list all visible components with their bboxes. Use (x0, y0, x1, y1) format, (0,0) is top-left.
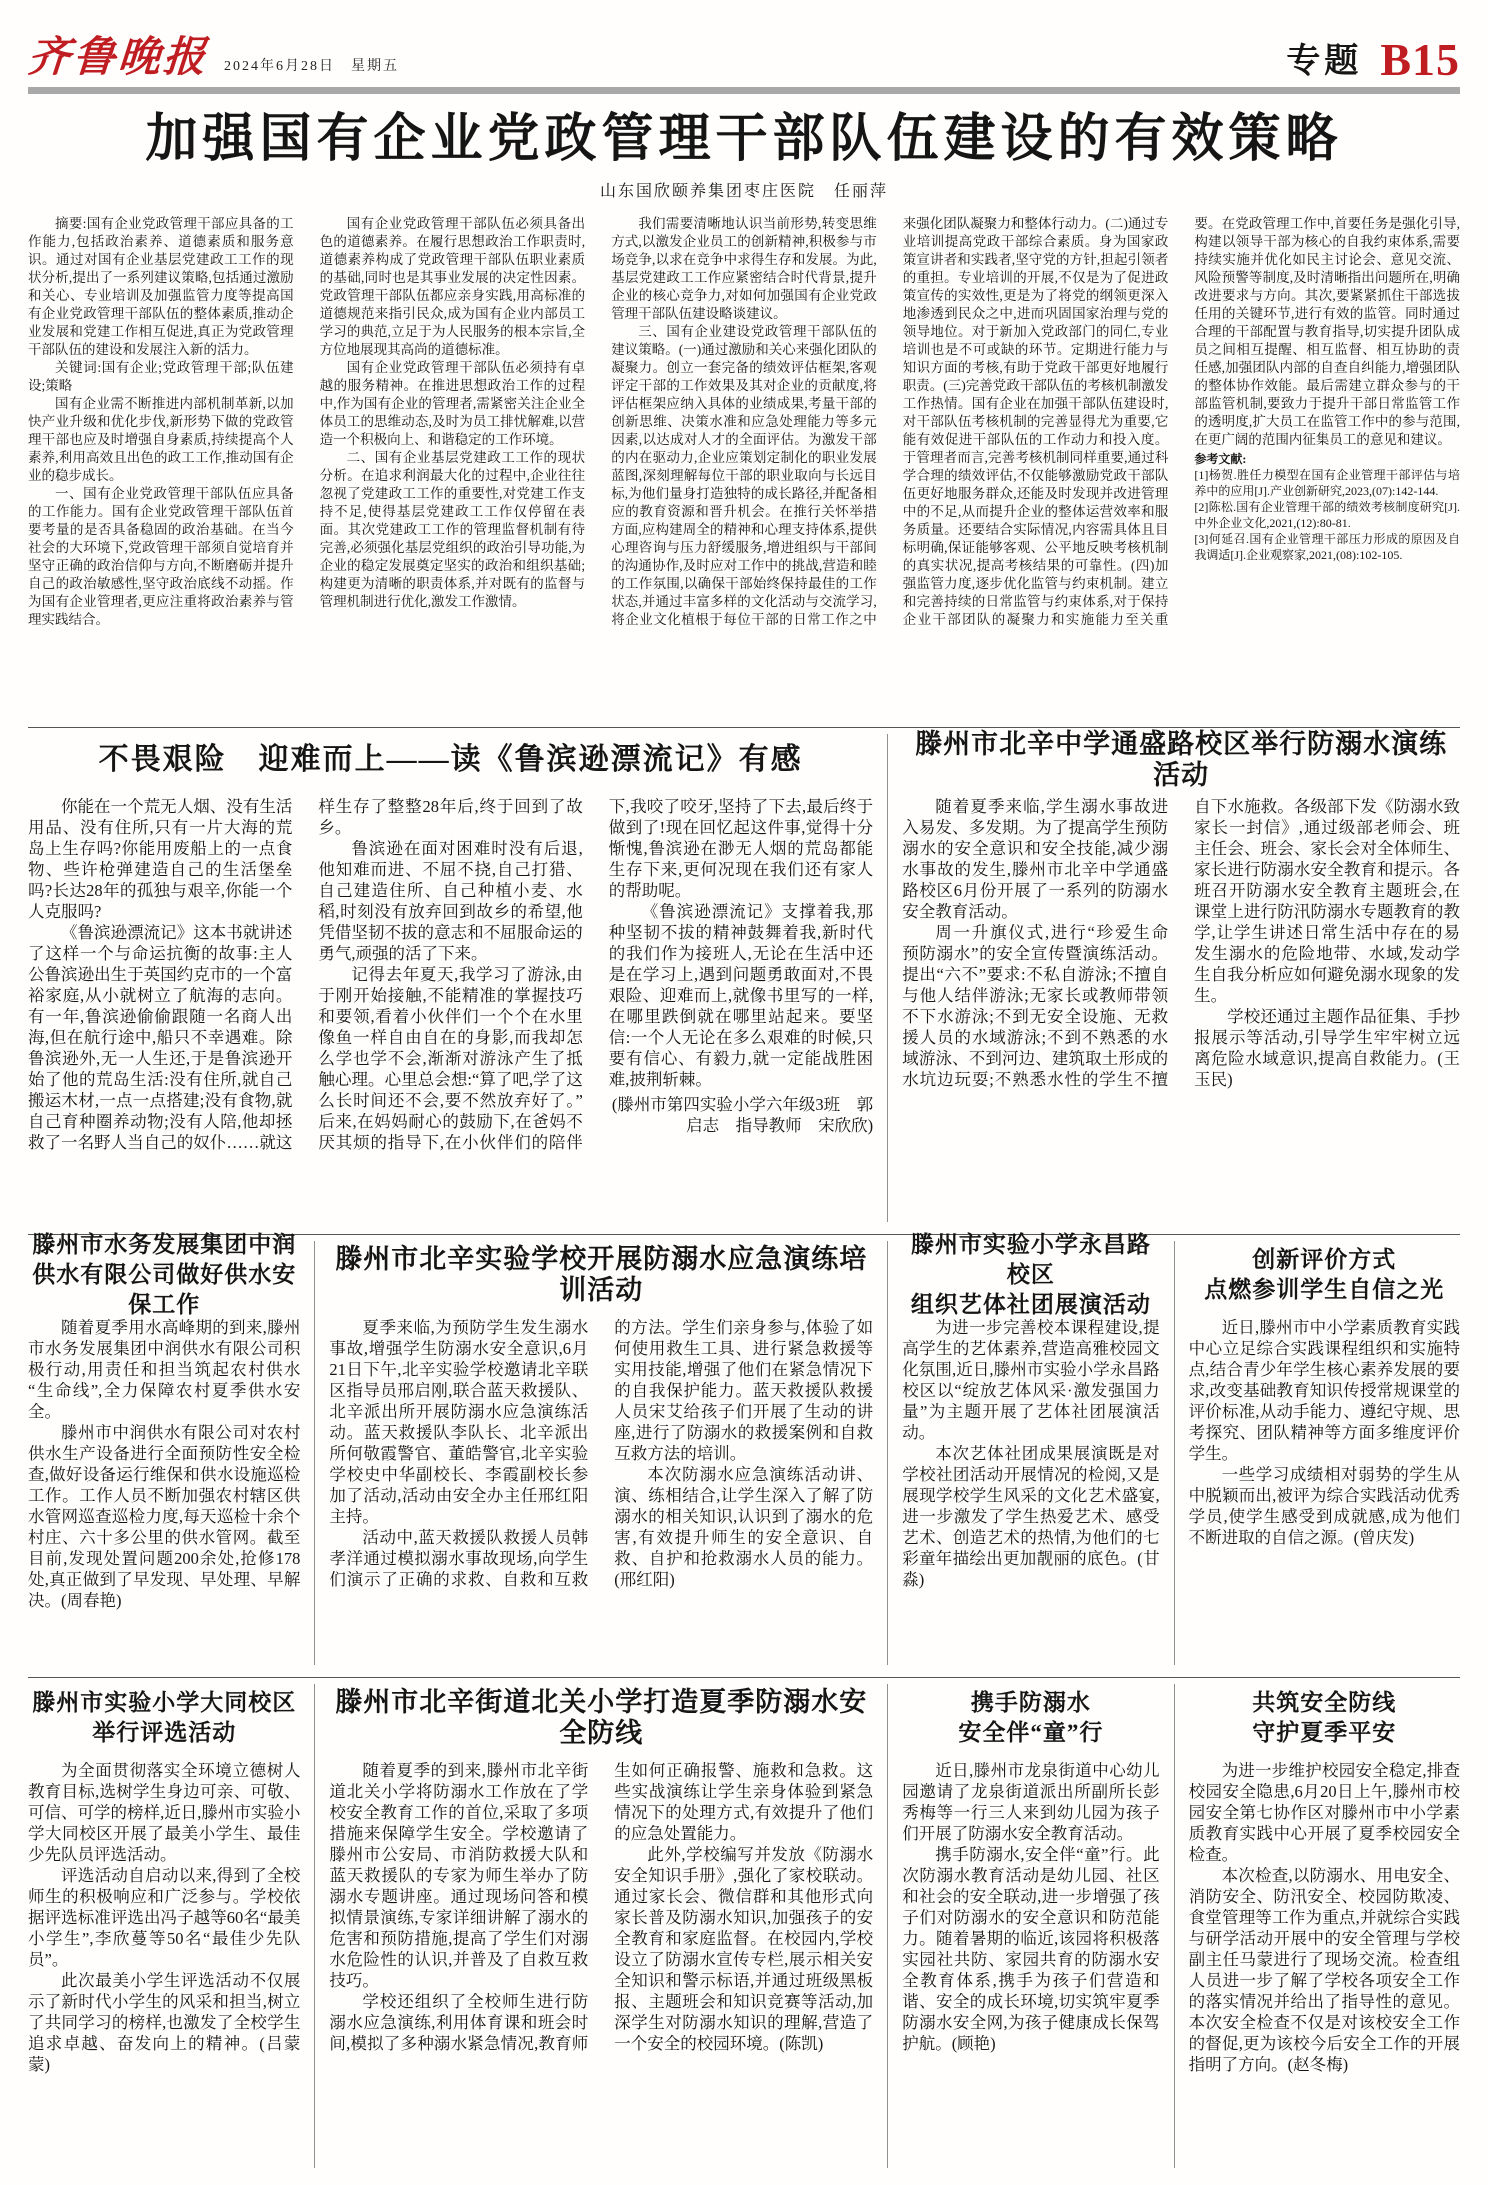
essay-signature: (滕州市第四实验小学六年级3班 郭启志 指导教师 宋欣欣) (611, 1095, 874, 1135)
yongchang-title (902, 1232, 1159, 1317)
article-chuangxin (1174, 1241, 1460, 1665)
band-3 (28, 1234, 1460, 1665)
band-2 (28, 727, 1460, 1222)
beixin-body (329, 1317, 873, 1665)
paragraph: 摘要:国有企业党政管理干部应具备的工作能力,包括政治素养、道德素质和服务意识。通过对国有企业基层党建政工工作的现状分析,提出了一系列建议策略,包括通过激励和关心、专业培训及加强监管力度等提高国有企业党政管理干部队伍的整体素质,推动企业发展和党建工作相互促进,真正为党政管理干部队伍的建设和发展注入新的活力。 (28, 216, 294, 357)
title-line: 滕州市北辛中学通盛路校区举行防溺水演练活动 (915, 729, 1448, 790)
datong-body (28, 1760, 300, 2168)
paragraph: 国有企业党政管理干部队伍必须具备出色的道德素养。在履行思想政治工作职责时,道德素养构成了党政管理干部队伍职业素质的基础,同时也是其事业发展的决定性因素。党政管理干部队伍都应亲身实践,用高标准的道德规范来指引民众,成为国有企业内部员工学习的典范,立足于为人民服务的根本宗旨,全方位地展现其高尚的道德标准。 (319, 216, 586, 357)
paragraph: 此次最美小学生评选活动不仅展示了新时代小学生的风采和担当,树立了共同学习的榜样,也激发了全校学生追求卓越、奋发向上的精神。(吕蒙蒙) (28, 1971, 301, 2074)
article-xieshou (887, 1684, 1173, 2168)
title-line: 供水有限公司做好供水安保工作 (32, 1262, 297, 1317)
article-yongchang (887, 1232, 1173, 1665)
shuiwu-title (28, 1232, 300, 1317)
paragraph: 夏季来临,为预防学生发生溺水事故,增强学生防溺水安全意识,6月21日下午,北辛实验学校邀请北辛联区指导员邢启刚,联合蓝天救援队、北辛派出所开展防溺水应急演练活动。蓝天救援队李队长、北辛派出所何敬霞警官、董皓警官,北辛实验学校史中华副校长、李霞副校长参加了活动,活动由安全办主任邢红阳主持。 (329, 1318, 589, 1526)
title-line: 共筑安全防线 (1252, 1690, 1397, 1715)
article-datong (28, 1684, 314, 2168)
paragraph: 关键词:国有企业;党政管理干部;队伍建设;策略 (28, 360, 294, 393)
paragraph: 鲁滨逊在面对困难时没有后退,他知难而进、不屈不挠,自己打猎、自己建造住所、自己种植小麦、水稻,时刻没有放弃回到故乡的希望,他凭借坚韧不拔的意志和不屈服命运的勇气,顽强的活了下来。 (318, 839, 583, 963)
tongsheng-body (902, 796, 1460, 1222)
article-lead (28, 110, 1460, 715)
masthead-logo: 齐鲁晚报 (26, 35, 210, 81)
reference-item: [3]何延召.国有企业管理干部压力形成的原因及自我调适[J].企业观察家,2021,(08):102-105. (1194, 532, 1460, 562)
article-essay (28, 734, 887, 1222)
page-number: B15 (1380, 34, 1460, 85)
article-tongsheng (887, 729, 1460, 1222)
title-line: 滕州市实验小学大同校区 (32, 1690, 297, 1715)
paragraph: 为全面贯彻落实全环境立德树人教育目标,选树学生身边可亲、可敬、可信、可学的榜样,近日,滕州市实验小学大同校区开展了最美小学生、最佳少先队员评选活动。 (28, 1761, 301, 1864)
paragraph: 活动中,蓝天救援队救援人员韩孝洋通过模拟溺水事故现场,向学生们演示了正确的求救、自救和互救的方法。学生们亲身参与,体验了如何使用救生工具、进行紧急救援等实用技能,增强了他们在紧急情况下的自我保护能力。蓝天救援队救援人员宋艾给孩子们开展了生动的讲座,进行了防溺水的救援案例和自救互救方法的培训。 (329, 1318, 874, 1589)
masthead-bar (26, 24, 1460, 85)
paragraph: 此外,学校编写并发放《防溺水安全知识手册》,强化了家校联动。通过家长会、微信群和其他形式向家长普及防溺水知识,加强孩子的安全教育和家庭监督。在校园内,学校设立了防溺水宣传专栏,展示相关安全知识和警示标语,并通过班级黑板报、主题班会和知识竞赛等活动,加深学生对防溺水知识的理解,营造了一个安全的校园环境。(陈凯) (614, 1845, 874, 2053)
lead-paragraphs (28, 215, 1460, 629)
title-line: 携手防溺水 (970, 1690, 1091, 1715)
datong-title (28, 1684, 300, 1752)
paragraph: 随着夏季的到来,滕州市北辛街道北关小学将防溺水工作放在了学校安全教育工作的首位,采取了多项措施来保障学生安全。学校邀请了滕州市公安局、市消防救援大队和蓝天救援队的专家为师生举办了防溺水专题讲座。通过现场问答和模拟情景演练,专家详细讲解了溺水的危害和预防措施,提高了学生们对溺水危险性的认识,并普及了自救互救技巧。 (329, 1761, 589, 1990)
paragraph: 随着夏季用水高峰期的到来,滕州市水务发展集团中润供水有限公司积极行动,用责任和担当筑起农村供水“生命线”,全力保障农村夏季供水安全。 (28, 1318, 301, 1421)
tongsheng-title (902, 729, 1460, 790)
beiguan-title (329, 1684, 873, 1752)
lead-body (28, 215, 1460, 715)
title-line: 创新评价方式 (1252, 1247, 1397, 1272)
chuangxin-title (1189, 1241, 1460, 1309)
paragraph: 为进一步维护校园安全稳定,排查校园安全隐患,6月20日上午,滕州市校园安全第七协作区对滕州市中小学素质教育实践中心开展了夏季校园安全检查。 (1188, 1761, 1460, 1864)
yongchang-body (902, 1317, 1159, 1665)
article-gongzhu (1174, 1684, 1460, 2168)
date-text: 2024年6月28日 (224, 59, 336, 74)
title-line: 滕州市北辛实验学校开展防溺水应急演练培训活动 (335, 1244, 868, 1305)
paragraph: 携手防溺水,安全伴“童”行。此次防溺水教育活动是幼儿园、社区和社会的安全联动,进一步增强了孩子们对防溺水的安全意识和防范能力。随着暑期的临近,该园将积极落实园社共防、家园共育的防溺水安全教育体系,携手为孩子们营造和谐、安全的成长环境,切实筑牢夏季防溺水安全网,为孩子健康成长保驾护航。(顾艳) (902, 1845, 1160, 2053)
dateline (224, 55, 399, 80)
lead-headline: 加强国有企业党政管理干部队伍建设的有效策略 (145, 111, 1343, 168)
beixin-title (329, 1241, 873, 1309)
title-line: 滕州市北辛街道北关小学打造夏季防溺水安全防线 (335, 1687, 868, 1748)
title-line: 滕州市水务发展集团中润 (32, 1232, 297, 1257)
header-rule (28, 87, 1460, 94)
paragraph: 本次防溺水应急演练活动讲、演、练相结合,让学生深入了解了防溺水的相关知识,认识到了溺水的危害,有效提升师生的安全意识、自救、自护和抢救溺水人员的能力。(邢红阳) (614, 1465, 874, 1589)
xieshou-title (902, 1684, 1159, 1752)
paragraph: 评选活动自启动以来,得到了全校师生的积极响应和广泛参与。学校依据评选标准评选出冯子越等60名“最美小学生”,李欣蔓等50名“最佳少先队员”。 (28, 1866, 301, 1969)
weekday-text: 星期五 (351, 59, 400, 74)
paragraph: 国有企业需不断推进内部机制革新,以加快产业升级和优化步伐,新形势下做的党政管理干部也应及时增强自身素质,持续提高个人素养,利用高效且出色的政工工作,推动国有企业的稳步成长。 (28, 396, 294, 483)
article-beixin (314, 1241, 887, 1665)
essay-body (28, 796, 873, 1222)
paragraph: 随着夏季来临,学生溺水事故进入易发、多发期。为了提高学生预防溺水的安全意识和安全技能,减少溺水事故的发生,滕州市北辛中学通盛路校区6月份开展了一系列的防溺水安全教育活动。 (902, 797, 1169, 921)
paragraph: 记得去年夏天,我学习了游泳,由于刚开始接触,不能精准的掌握技巧和要领,看着小伙伴们一个个在水里像鱼一样自由自在的身影,而我却怎么学也学不会,渐渐对游泳产生了抵触心理。心里总会想:“算了吧,学了这么长时间还不会,要不然放弃好了。”后来,在妈妈耐心的鼓励下,在爸妈不厌其烦的指导下,在小伙伴们的陪伴下,我咬了咬牙,坚持了下去,最后终于做到了!现在回忆起这件事,觉得十分惭愧,鲁滨逊在渺无人烟的荒岛都能生存下来,更何况现在我们还有家人的帮助呢。 (318, 797, 874, 1152)
section-area (1286, 34, 1460, 85)
article-beiguan (314, 1684, 887, 2168)
title-line: 守护夏季平安 (1252, 1720, 1397, 1745)
title-line: 滕州市实验小学永昌路校区 (910, 1232, 1151, 1287)
chuangxin-body (1189, 1317, 1460, 1665)
paragraph: 学校还组织了全校师生进行防溺水应急演练,利用体育课和班会时间,模拟了多种溺水紧急情况,教育师生如何正确报警、施救和急救。这些实战演练让学生亲身体验到紧急情况下的处理方式,有效提升了他们的应急处置能力。 (329, 1761, 874, 2053)
paragraph: 学校还通过主题作品征集、手抄报展示等活动,引导学生牢牢树立远离危险水域意识,提高自救能力。(王玉民) (1194, 1007, 1460, 1089)
title-line: 组织艺体社团展演活动 (910, 1292, 1151, 1317)
references-label: 参考文献: (1194, 452, 1247, 466)
section-label: 专题 (1286, 43, 1363, 80)
reference-list (1194, 467, 1460, 563)
paragraph: 本次艺体社团成果展演既是对学校社团活动开展情况的检阅,又是展现学校学生风采的文化艺术盛宴,进一步激发了学生热爱艺术、感受艺术、创造艺术的热情,为他们的七彩童年描绘出更加靓丽的底色。(甘淼) (902, 1444, 1160, 1589)
title-line: 安全伴“童”行 (958, 1720, 1104, 1745)
gongzhu-title (1189, 1684, 1460, 1752)
reference-item: [1]杨贺.胜任力模型在国有企业管理干部评估与培养中的应用[J].产业创新研究,2023,(07):142-144. (1194, 468, 1460, 498)
paragraph: 为进一步完善校本课程建设,提高学生的艺体素养,营造高雅校园文化氛围,近日,滕州市实验小学永昌路校区以“绽放艺体风采·激发强国力量”为主题开展了艺体社团展演活动。 (902, 1318, 1160, 1442)
shuiwu-body (28, 1317, 300, 1665)
paragraph: 二、国有企业基层党建政工工作的现状分析。在追求利润最大化的过程中,企业往往忽视了党建政工工作的重要性,对党建工作支持不足,使得基层党建政工工作仅停留在表面。其次党建政工工作的管理监督机制有待完善,必须强化基层党组织的政治引导功能,为企业的稳定发展奠定坚实的政治和组织基础;构建更为清晰的职责体系,并对既有的监督与管理机制进行优化,激发工作激情。 (319, 450, 586, 609)
paragraph: 三、国有企业建设党政管理干部队伍的建议策略。(一)通过激励和关心来强化团队的凝聚力。创立一套完备的绩效评估框架,客观评定干部的工作效果及其对企业的贡献度,将评估框架应纳入具体的业绩成果,考量干部的创新思维、决策水准和应急处理能力等多元因素,以达成对人才的全面评估。为激发干部的内在驱动力,企业应策划定制化的职业发展蓝图,深刻理解每位干部的职业取向与长远目标,为他们量身打造独特的成长路径,并配备相应的教育资源和晋升机会。在推行关怀举措方面,应构建周全的精神和心理支持体系,提供心理咨询与压力舒缓服务,增进组织与干部间的沟通协作,及时应对工作中的挑战,营造和睦的工作氛围,以确保干部始终保持最佳的工作状态,并通过丰富多样的文化活动与交流学习,将企业文化植根于每位干部的日常工作之中来强化团队凝聚力和整体行动力。(二)通过专业培训提高党政干部综合素质。身为国家政策宣讲者和实践者,坚守党的方针,担起引领者的重担。专业培训的开展,不仅是为了促进政策宣传的实效性,更是为了将党的纲领更深入地渗透到民众之中,进而巩固国家治理与党的领导地位。对于新加入党政部门的同仁,专业培训也是不可或缺的环节。定期进行能力与知识方面的考核,有助于党政干部更好地履行职责。(三)完善党政干部队伍的考核机制激发工作热情。国有企业在加强干部队伍建设时,对干部队伍考核机制的完善显得尤为重要,它能有效促进干部队伍的工作动力和投入度。于管理者而言,完善考核机制同样重要,通过科学合理的绩效评估,不仅能够激励党政干部队伍更好地服务群众,还能及时发现并改进管理中的不足,从而提升企业的整体运营效率和服务质量。还要结合实际情况,内容需具体且目标明确,保证能够客观、公平地反映考核机制的真实状况,提高考核结果的可靠性。(四)加强监管力度,逐步优化监管与约束机制。建立和完善持续的日常监管与约束体系,对于保持企业干部团队的凝聚力和实施能力至关重要。在党政管理工作中,首要任务是强化引导,构建以领导干部为核心的自我约束体系,需要持续实施并优化如民主讨论会、意见交流、风险预警等制度,及时清晰指出问题所在,明确改进要求与方向。其次,要紧紧抓住干部选拔任用的关键环节,进行有效的监管。同时通过合理的干部配置与教育指导,切实提升团队成员之间相互提醒、相互监督、相互协助的责任感,加强团队内部的自查自纠能力,增强团队的整体协作效能。最后需建立群众参与的干部监管机制,要致力于提升干部日常监管工作的透明度,扩大员工在监管工作中的参与范围,在更广阔的范围内征集员工的意见和建议。 (611, 216, 1460, 627)
essay-title (28, 734, 873, 786)
beiguan-body (329, 1760, 873, 2168)
lead-byline: 山东国欣颐养集团枣庄医院 任丽萍 (599, 183, 888, 200)
reference-item: [2]陈松.国有企业管理干部的绩效考核制度研究[J].中外企业文化,2021,(12):80-81. (1194, 500, 1460, 530)
band-4 (28, 1677, 1460, 2168)
paragraph: 《鲁滨逊漂流记》这本书就讲述了这样一个与命运抗衡的故事:主人公鲁滨逊出生于英国约克市的一个富裕家庭,从小就树立了航海的志向。有一年,鲁滨逊偷偷跟随一名商人出海,但在航行途中,船只不幸遇难。除鲁滨逊外,无一人生还,于是鲁滨逊开始了他的荒岛生活:没有住所,就自己搬运木材,一点一点搭建;没有食物,就自己育种圈养动物;没有人陪,他却拯救了一名野人当自己的奴仆……就这样生存了整整28年后,终于回到了故乡。 (28, 797, 583, 1152)
paragraph: 近日,滕州市龙泉街道中心幼儿园邀请了龙泉街道派出所副所长彭秀梅等一行三人来到幼儿园为孩子们开展了防溺水安全教育活动。 (902, 1761, 1160, 1843)
brand-area (28, 36, 399, 80)
paragraph: 一、国有企业党政管理干部队伍应具备的工作能力。国有企业党政管理干部队伍首要考量的是否具备稳固的政治基础。在当今社会的大环境下,党政管理干部须自觉培育并坚守正确的政治信仰与方向,不断磨砺并提升自己的政治敏感性,坚守政治底线不动摇。作为国有企业管理者,更应注重将政治素养与管理实践结合。 (28, 486, 294, 627)
paragraph: 《鲁滨逊漂流记》支撑着我,那种坚韧不拔的精神鼓舞着我,新时代的我们作为接班人,无论在生活中还是在学习上,遇到问题勇敢面对,不畏艰险、迎难而上,就像书里写的一样,在哪里跌倒就在哪里站起来。要坚信:一个人无论在多么艰难的时候,只要有信心、有毅力,就一定能战胜困难,披荆斩棘。 (608, 902, 874, 1089)
xieshou-body (902, 1760, 1159, 2168)
paragraph: 一些学习成绩相对弱势的学生从中脱颖而出,被评为综合实践活动优秀学员,使学生感受到成就感,成为他们不断进取的自信之源。(曾庆发) (1188, 1465, 1460, 1547)
paragraph: 周一升旗仪式,进行“珍爱生命 预防溺水”的安全宣传暨演练活动。提出“六不”要求:不私自游泳;不擅自与他人结伴游泳;无家长或教师带领不下水游泳;不到无安全设施、无救援人员的水域游泳;不到不熟悉的水域游泳、不到河边、建筑取土形成的水坑边玩耍;不熟悉水性的学生不擅自下水施救。各级部下发《防溺水致家长一封信》,通过级部老师会、班主任会、班会、家长会对全体师生、家长进行防溺水安全教育和提示。各班召开防溺水安全教育主题班会,在课堂上进行防汛防溺水专题教育的教学,让学生讲述日常生活中存在的易发生溺水的危险地带、水域,发动学生自我分析应如何避免溺水现象的发生。 (902, 797, 1460, 1089)
title-line: 不畏艰险 迎难而上——读《鲁滨逊漂流记》有感 (98, 743, 803, 776)
paragraph: 本次检查,以防溺水、用电安全、消防安全、防汛安全、校园防欺凌、食堂管理等工作为重点,并就综合实践与研学活动开展中的安全管理与学校副主任马蒙进行了现场交流。检查组人员进一步了解了学校各项安全工作的落实情况并给出了指导性的意见。本次安全检查不仅是对该校安全工作的督促,更为该校今后安全工作的开展指明了方向。(赵冬梅) (1188, 1866, 1460, 2074)
paragraph: 滕州市中润供水有限公司对农村供水生产设备进行全面预防性安全检查,做好设备运行维保和供水设施巡检工作。工作人员不断加强农村辖区供水管网巡查巡检力度,每天巡检十余个村庄、六十多公里的供水管网。截至目前,发现处置问题200余处,抢修178处,真正做到了早发现、早处理、早解决。(周春艳) (28, 1423, 301, 1610)
paragraph: 你能在一个荒无人烟、没有生活用品、没有住所,只有一片大海的荒岛上生存吗?你能用废船上的一点食物、些许枪弹建造自己的生活堡垒吗?长达28年的孤独与艰辛,你能一个人克服吗? (28, 797, 293, 921)
title-line: 举行评选活动 (92, 1720, 237, 1745)
title-line: 点燃参训学生自信之光 (1204, 1277, 1445, 1302)
article-shuiwu (28, 1232, 314, 1665)
paragraph: 国有企业党政管理干部队伍必须持有卓越的服务精神。在推进思想政治工作的过程中,作为国有企业的管理者,需紧密关注企业全体员工的思维动态,及时为员工排忧解难,以营造一个积极向上、和谐稳定的工作环境。 (319, 360, 586, 447)
gongzhu-body (1189, 1760, 1460, 2168)
paragraph: 近日,滕州市中小学素质教育实践中心立足综合实践课程组织和实施特点,结合青少年学生核心素养发展的要求,改变基础教育知识传授常规课堂的评价标准,从动手能力、遵纪守规、思考探究、团队精神等方面多维度评价学生。 (1188, 1318, 1460, 1463)
paragraph: 我们需要清晰地认识当前形势,转变思维方式,以激发企业员工的创新精神,积极参与市场竞争,以求在竞争中求得生存和发展。为此,基层党建政工工作应紧密结合时代背景,提升企业的核心竞争力,对如何加强国有企业党政管理干部队伍建设略谈建议。 (611, 216, 877, 321)
